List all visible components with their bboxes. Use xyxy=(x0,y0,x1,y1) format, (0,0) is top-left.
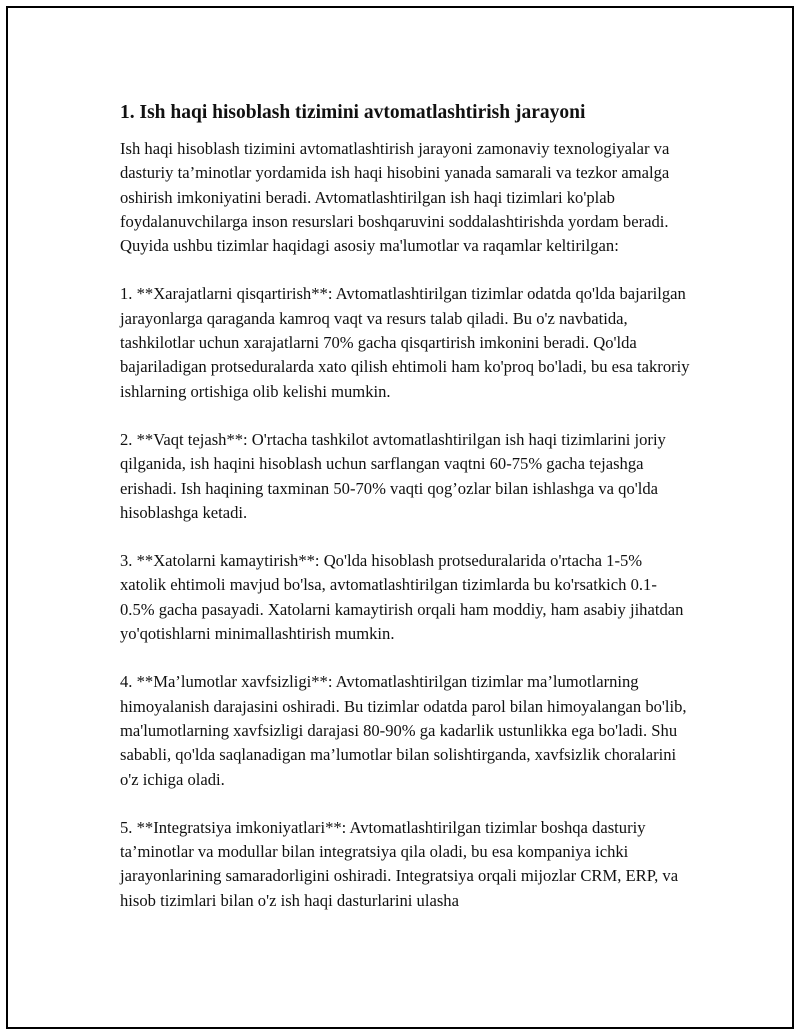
section-heading: 1. Ish haqi hisoblash tizimini avtomatlashtirish jarayoni xyxy=(120,102,586,123)
document-page xyxy=(6,6,794,1029)
paragraph-error-reduction: 3. **Xatolarni kamaytirish**: Qo'lda hisoblash protseduralarida o'rtacha 1-5% xatolik ehtimoli mavjud bo'lsa, avtomatlashtirilgan tizimlarda bu ko'rsatkich 0.1-0.5% gacha pasayadi. Xatolarni kamaytirish orqali ham moddiy, ham asabiy jihatdan yo'qotishlarni minimallashtirish mumkin. xyxy=(120,551,684,644)
paragraph-time-saving: 2. **Vaqt tejash**: O'rtacha tashkilot avtomatlashtirilgan ish haqi tizimlarini joriy qilganida, ish haqini hisoblash uchun sarflangan vaqtni 60-75% gacha tejashga erishadi. Ish haqining taxminan 50-70% vaqti qog’ozlar bilan ishlashga va qo'lda hisoblashga ketadi. xyxy=(120,429,666,522)
document-body xyxy=(120,100,690,937)
paragraph-cost-reduction: 1. **Xarajatlarni qisqartirish**: Avtomatlashtirilgan tizimlar odatda qo'lda bajarilgan jarayonlarga qaraganda kamroq vaqt va resurs talab qiladi. Bu o'z navbatida, tashkilotlar uchun xarajatlarni 70% gacha qisqartirish imkonini beradi. Qo'lda bajariladigan protseduralarda xato qilish ehtimoli ham ko'proq bo'ladi, bu esa takroriy ishlarning ortishiga olib kelishi mumkin. xyxy=(120,284,690,401)
intro-paragraph: Ish haqi hisoblash tizimini avtomatlashtirish jarayoni zamonaviy texnologiyalar va dasturiy ta’minotlar yordamida ish haqi hisobini yanada samarali va tezkor amalga oshirish imkoniyatini beradi. Avtomatlashtirilgan ish haqi tizimlari ko'plab foydalanuvchilarga inson resurslari boshqaruvini soddalashtirishda yordam beradi. Quyida ushbu tizimlar haqidagi asosiy ma'lumotlar va raqamlar keltirilgan: xyxy=(120,139,670,256)
paragraph-data-security: 4. **Ma’lumotlar xavfsizligi**: Avtomatlashtirilgan tizimlar ma’lumotlarning himoyalanish darajasini oshiradi. Bu tizimlar odatda parol bilan himoyalangan bo'lib, ma'lumotlarning xavfsizligi darajasi 80-90% ga kadarlik ustunlikka ega bo'ladi. Shu sababli, qo'lda saqlanadigan ma’lumotlar bilan solishtirganda, xavfsizlik choralarini o'z ichiga oladi. xyxy=(120,672,687,789)
paragraph-integration: 5. **Integratsiya imkoniyatlari**: Avtomatlashtirilgan tizimlar boshqa dasturiy ta’minotlar va modullar bilan integratsiya qila oladi, bu esa kompaniya ichki jarayonlarining samaradorligini oshiradi. Integratsiya orqali mijozlar CRM, ERP, va hisob tizimlari bilan o'z ish haqi dasturlarini ulasha xyxy=(120,817,679,910)
